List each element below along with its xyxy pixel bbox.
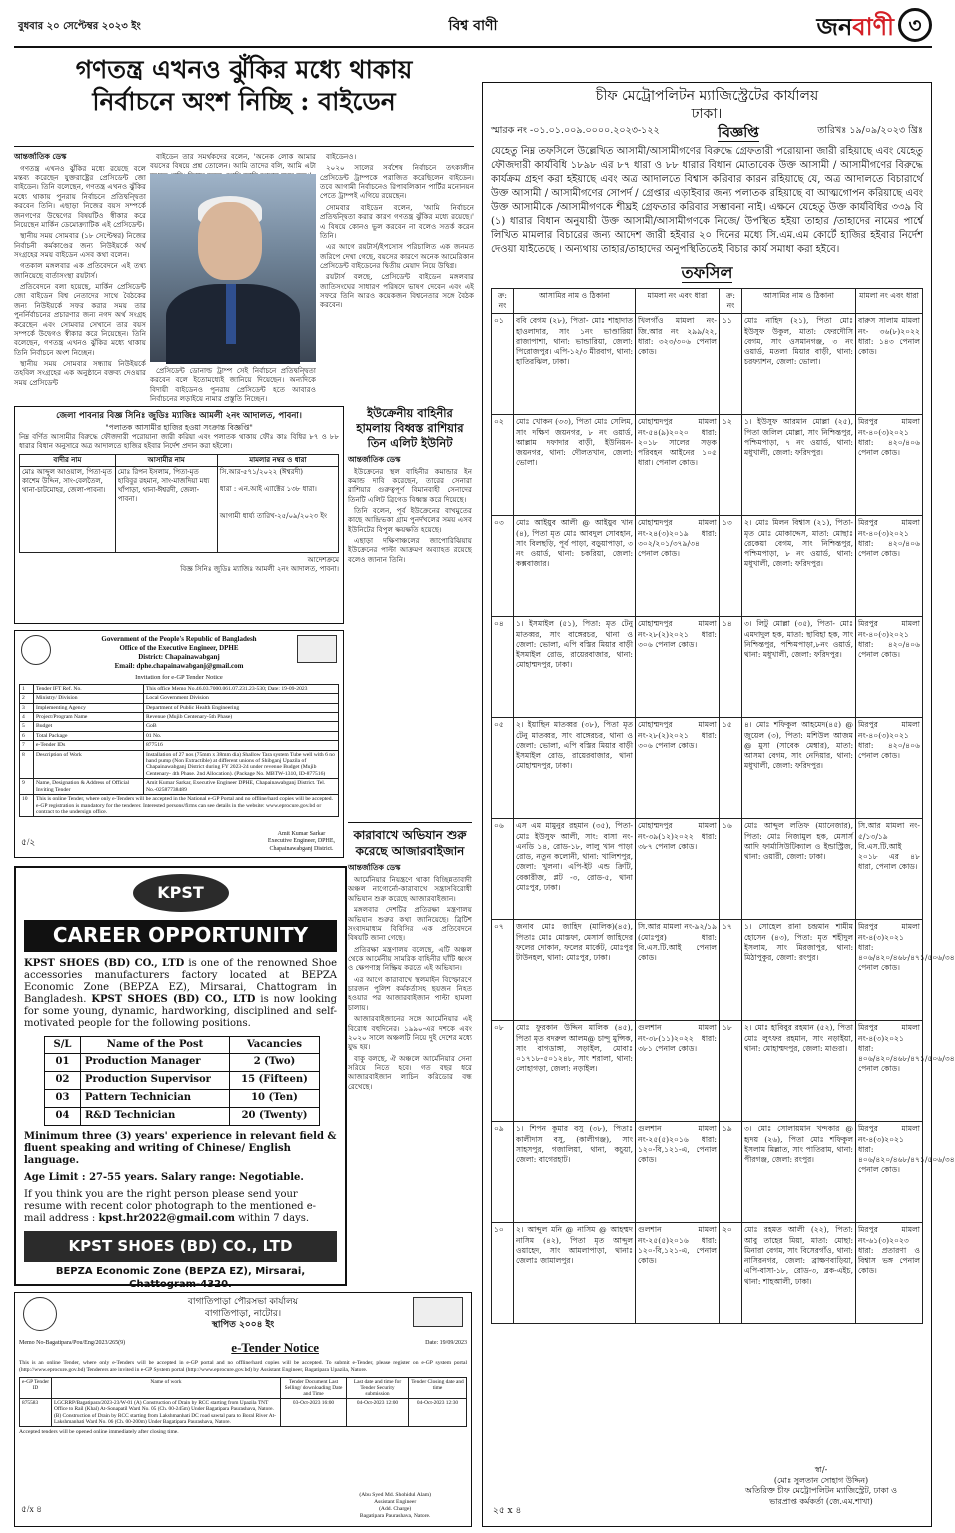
table-row: ০৭ জনাব মোঃ জাহিদ (মালিক)(৪৫), পিতাঃ মোঃ মোস্তফা, মেসার্স জাহিদের ফলের দোকান, ফলের মার্কেট, মোঃপুর টাউনহল, থানা: মোঃপুর, ঢাকা। সি.আর মামলা নং-৯২/১৯ (মোঃপুর) ধারা: বি.এস.টি.আই পেনাল কোড। ১৭ ১। সোহেল রানা চন্দ্রমান শামীম হোসেন (৪৩), পিতা: মৃত শহীদুল ইসলাম, সাং মিরজাপুর, থানা: মিঠাপুকুর, জেলা: রংপুর। মিরপুর মামলা নং-৪(৩)২০২১ ধারা: ৪০৬/৪২০/৪৬৮/৪৭১/৫০৬/৩৪ পেনাল কোড। bbox=[492, 920, 923, 1021]
pabna-table: বাদীর নাম আসামীর নাম মামলার নম্বর ও ধারা মোঃ আব্দুল আওয়াল, পিতা-মৃত কাশেম উদ্দিন, সাং-বেলতৈল, থানা-চাটমোহর, জেলা-পাবনা। মোঃ রিপন ইসলাম, পিতা-মৃত হাবিবুর রহমান, সাং-মাজদিয়া মধ্য খাঁপাড়া, থানা-ঈশ্বরদী, জেলা-পাবনা। সি.আর-৫৭১/২০২২ (ঈশ্বরদী) ধারা : এন.আই এ্যাক্টের ১৩৮ ধারা। আগামী ধার্য্য তারিখ-২৫/০৯/২০২৩ ইং bbox=[19, 454, 339, 553]
career-title: CAREER OPPORTUNITY bbox=[24, 920, 337, 952]
table-row: ০৬ এস এম মামুনুর রহমান (৩৫), পিতা- মোঃ ইউসুফ আলী, সাং: বাসা নং- এনডি ১৪, রোড-১৮, লালু খান পাড়া রোড, নতুন কলোনী, থানা: খালিশপুর, জেলা: খুলনা। এপি-ইট এন্ড ক্রিটি, বেকারীজ, প্লট -৩, রোড-৫, থানা মোঃপুর, ঢাকা। মোহাম্মদপুর মামলা নং-৩৯(১২)২০২২ ধারা: ৩৮৭ পেনাল কোড। ১৬ মোঃ আব্দুল লতিফ (ম্যানেজার), পিতা: মোঃ নিজামুল হক, মেসার্স আদি ফার্মাসিউটিক্যাল ও ইন্ডাস্ট্রিজ, থানা: ওয়ারী, জেলা: ঢাকা। সি.আর মামলা নং- ৫/১৩/১৯ বি.এস.টি.আই ২০১৮ এর ৪৮ ধারা, পেনাল কোড। bbox=[492, 819, 923, 920]
lead-byline: আন্তর্জাতিক ডেস্ক bbox=[14, 152, 67, 161]
table-row: ০৮ মোঃ ফুরকান উদ্দিন মালিক (৪৫), পিতা মৃত বদরুল আলম@ চান্দু মুন্সিক, সাং বাগডাঙ্গা, সড়াইল, মোবাঃ ০১৭১৮-৫০১২৪৮, সাং শরালা, থানা: লোহাগড়া, জেলা: নড়াইল। গুলশান মামলা নং-৩৮(১১)২০২২ ধারা: ৩৮১ পেনাল কোড। ১৮ ২। মোঃ হাবিবুর রহমান (৫২), পিতা মোঃ লুৎফর রহমান, সাং নড়াইয়া, থানা: মোহাম্মদপুর, জেলা: মাগুরা। মিরপুর মামলা নং-৪(৩)২০২১ ধারা: ৪০৬/৪২০/৪৬৮/৪৭১/৫০৬/৩৪ পেনাল কোড। bbox=[492, 1021, 923, 1122]
bagati-table: e-GP Tender ID Name of work Tender Document Last Selling/ downloading Date and Time Last date and time for Tender Security submission Tender Closing date and time 875583 LGCRRP/Bagatipara/2023-23/W-01 (A) Construction of Drain by RCC starting from Upazila TNT Office to Rail (Khal) At-Sonapatil Ward No. 05 (Ch. 00-245m) Under Bagatipara Paurashava, Natore. (B) Construction of Drain by RCC starting from Lakshmanhati DC road sawtal para to Boral River At-Lakshmanhati Ward No. 06 (Ch. 00-200m) Under Bagatipara Paurashava, Natore. 03-Oct-2023 16:00 04-Oct-2023 12:00 04-Oct-2023 12:30 bbox=[19, 1377, 467, 1427]
ukraine-headline: ইউক্রেনীয় বাহিনীর হামলায় বিধ্বস্ত রাশিয়ার তিন এলিট ইউনিট bbox=[356, 406, 464, 450]
cmm-date: তারিখঃ ১৯/০৯/২০২৩ খ্রিঃ bbox=[817, 125, 923, 137]
kpst-banner: KPST SHOES (BD) CO., LTD bbox=[24, 1231, 337, 1262]
page-number: ৩ bbox=[898, 8, 932, 42]
cmm-memo: স্মারক নং -০১.০১.০০৯.০০০০.২০২৩-১২২ bbox=[491, 125, 660, 137]
azerbaijan-story: কারাবাখে অভিযান শুরু করেছে আজারবাইজান আন্তর্জাতিক ডেস্ক আর্মেনিয়ার নিয়ন্ত্রণে থাকা বিচ্ছিন্নতাবাদী অঞ্চল নাগোর্নো-কারাবাখে সন্ত্রাসবিরোধী অভিযান শুরু করেছে আজারবাইজান। মঙ্গলবার দেশটির প্রতিরক্ষা মন্ত্রণালয় অভিযান শুরুর কথা জানিয়েছে। ব্রিটিশ সংবাদমাধ্যম বিবিসির এক প্রতিবেদনে বিষয়টি জানা গেছে। প্রতিরক্ষা মন্ত্রণালয় বলেছে, এটি অঞ্চল থেকে আর্মেনীয় সামরিক বাহিনীর ঘাঁটি ধ্বংস ও ক্ষেপণাস্ত্র নিষ্ক্রিয় করতে এই অভিযান। এর আগে কারাবাখে স্থলমাইন বিস্ফোরণে চারজন পুলিশ কর্মকর্তাসহ ছয়জন নিহত হওয়ার পর আজারবাইজান পাল্টা হামলা চালায়। আজারবাইজানের সঙ্গে আর্মেনিয়ার এই বিরোধ বহুদিনের। ১৯৯০-এর দশকে এবং ২০২০ সালে অঞ্চলটি নিয়ে দুই দেশের মধ্যে যুদ্ধ হয়। বাকু বলছে, ঐ অঞ্চলে আর্মেনিয়ার সেনা সরিয়ে নিতে হবে। গত বছর ধরে আজারবাইজান লাচিন করিডোর বন্ধ রেখেছে। bbox=[348, 822, 472, 1322]
pabna-subtitle: "পলাতক আসামীর হাজির হওয়া সংক্রান্ত বিজ্ঞপ্তি" bbox=[105, 422, 253, 432]
lead-col-2-top: বাইডেন তার সমর্থকদের বলেন, 'অনেক লোক আমার বয়সের বিষয়ে প্রশ্ন তোলেন। আমি তাদের বলি, আমি এটা bbox=[150, 152, 316, 171]
pabna-body: নিম্ন বর্ণিত আসামীর বিরুদ্ধে ফৌজদারী পরোয়ানা জারী করিয়া এবং পলাতক থাকায় ফৌঃ কাঃ বিধির ৮৭ ও ৮৮ ধারার বিধান অনুসারে অত্র আদালতে হাজির হইবার নির্দেশ প্রদান করা হইলো। bbox=[19, 433, 339, 451]
newspaper-logo: জনবাণী bbox=[816, 13, 894, 41]
table-row: ০৩ মোঃ আইয়ুব আলী @ আইয়ুব খান (৪), পিতা মৃত মোঃ আবদুল সোবহান, সাং বিলছড়ি, পূর্ব পাড়া, বড়ুয়াপাড়া, ৩ নং ওয়ার্ড, থানা: চকরিয়া, জেলা: কক্সবাজার। মোহাম্মদপুর মামলা নং-২৪(৩)২০১৯ ধারা: ৩০২/২০১/৩৭৯/৩৪ পেনাল কোড। ১৩ ২। মোঃ মিলন বিশ্বাস (২১), পিতা- মৃত মোঃ মোকাদ্দেস, মাতা: মোছাঃ রেকেয়া বেগম, সাং নিশ্চিন্তপুর, পশ্চিমপাড়া, ৮ নং ওয়ার্ড, থানা: মধুখালী, জেলা: ফরিদপুর। মিরপুর মামলা নং-৪০(৩)২০২১ ধারা: ৪২০/৪০৬ পেনাল কোড। bbox=[492, 516, 923, 617]
section-name: বিশ্ব বাণী bbox=[448, 18, 498, 34]
cmm-notice bbox=[482, 82, 955, 1527]
lead-col-3: বাইডেনও। ২০২০ সালের সর্বশেষ নির্বাচনে তৎকালীন প্রেসিডেন্ট ট্রাম্পকে পরাজিত করেছিলেন বাইডেন। তবে আগামী নির্বাচনেও রিপাবলিকান পার্টির মনোনয়ন পেতে ট্রাম্পই এগিয়ে রয়েছেন। সোমবার বাইডেন বলেন, 'আমি নির্বাচনে প্রতিদ্বন্দ্বিতা করার কারণ গণতন্ত্র ঝুঁকির মধ্যে রয়েছে।' এ বিষয়ে কোনও ভুল করবেন না বলেও সতর্ক করেন তিনি। এর আগে রয়টার্স/ইপসোস পরিচালিত এক জনমত জরিপে দেখা গেছে, বয়সের কারণে অনেক আমেরিকান প্রেসিডেন্ট বাইডেনের দ্বিতীয় মেয়াদ নিয়ে উদ্বিগ্ন। রয়টার্স বলছে, প্রেসিডেন্ট বাইডেন মঙ্গলবার জাতিসংঘের সাধারণ পরিষদে ভাষণ দেবেন এবং এই সফরে তিনি আরও কয়েকজন বিশ্বনেতার সঙ্গে বৈঠক করবেন। bbox=[320, 152, 474, 310]
schedule-table: ক্র: নং আসামির নাম ও ঠিকানা মামলা নং এবং ধারা ক্র: নং আসামির নাম ও ঠিকানা মামলা নং এবং ধারা ০১ ববি বেগম (২৮), পিতা- মোঃ শাহাদাত হাওলাদার, সাং ১নং ভাণ্ডারিয়া রাজাপাশা, থানা: ভান্ডারিয়া, জেলা: পিরোজপুর। এপি-১২/৩ মীরবাগ, থানা: হাতিরঝিল, ঢাকা। খিলগাঁও মামলা নং-জি.আর নং ২৯৯/২২, ধারা: ৩২৩/৩০৬ পেনাল কোড। ১১ মোঃ নাহিদ (২১), পিতা মোঃ ইউসুফ উকুল, মাতা: ফেরদৌসি বেগম, সাং ওসমানগঞ্জ, ৩ নং ওয়ার্ড, মতলা মিয়ার বাড়ী, থানা: চরফ্যাশন, জেলা: ভোলা। বারুস সালাম মামলা নং- ৩৬(৮)২০২২ ধারা: ১৪৩ পেনাল কোড। ০২ মোঃ খোকন (৩৩), পিতা মোঃ সেলিম, সাং দক্ষিণ জয়নগর, ৮ নং ওয়ার্ড, আল্লাম দফাদার বাড়ী, ইউনিয়ন- জয়নগর, থানা: দৌলতখান, জেলা: ভোলা। মোহাম্মদপুর মামলা নং-৫৪(৯)২০২০ ধারা: ২০১৮ সালের সড়ক পরিবহন আইনের ১০৫ ধারা। পেনাল কোড। ১২ ১। ইউসুফ আরমান মোল্লা (২৫), পিতা জলিল মোল্লা, সাং নিশ্চিন্তপুর, পশ্চিমপাড়া, ৭ নং ওয়ার্ড, থানা: মধুখালী, জেলা: ফরিদপুর। মিরপুর মামলা নং-৪০(৩)২০২১ ধারা: ৪২০/৪০৬ পেনাল কোড। ০৩ মোঃ আইয়ুব আলী @ আইয়ুব খান (৪), পিতা মৃত মোঃ আবদুল সোবহান, সাং বিলছড়ি, পূর্ব পাড়া, বড়ুয়াপাড়া, ৩ নং ওয়ার্ড, থানা: চকরিয়া, জেলা: কক্সবাজার। মোহাম্মদপুর মামলা নং-২৪(৩)২০১৯ ধারা: ৩০২/২০১/৩৭৯/৩৪ পেনাল কোড। ১৩ ২। মোঃ মিলন বিশ্বাস (২১), পিতা- মৃত মোঃ মোকাদ্দেস, মাতা: মোছাঃ রেকেয়া বেগম, সাং নিশ্চিন্তপুর, পশ্চিমপাড়া, ৮ নং ওয়ার্ড, থানা: মধুখালী, জেলা: ফরিদপুর। মিরপুর মামলা নং-৪০(৩)২০২১ ধারা: ৪২০/৪০৬ পেনাল কোড। ০৪ ১। ইসমাইল (৫১), পিতা: মৃত টেনু মাতব্বর, সাং বাঙ্গেরচর, থানা ও জেলা: ভোলা, এপি বস্তির মিয়ার বাড়ী ইসমাইল রোড, রায়েরবাজার, থানা: মোহাম্মদপুর, ঢাকা। মোহাম্মদপুর মামলা নং-২৮(২)২০২১ ধারা: ৩০৬ পেনাল কোড। ১৪ ৩। লিটু মোল্লা (৩৫), পিতা- মোঃ এমদাদুল হক, মাতা: ছাবিহা হক, সাং নিশ্চিন্তপুর, পশ্চিমপাড়া,৮নং ওয়ার্ড, থানা: মধুখালী, জেলা: ফরিদপুর। মিরপুর মামলা নং-৪০(৩)২০২১ ধারা: ৪২০/৪০৬ পেনাল কোড। ০৫ ২। ইয়াছিন মাতব্বর (৩৮), পিতা মৃত টেনু মাতব্বর, সাং বাঙ্গেরচর, থানা ও জেলা: ভোলা, এপি বস্তির মিয়ার বাড়ী ইসমাইল রোড, রায়েরবাজার, থানা মোহাম্মদপুর, ঢাকা। মোহাম্মদপুর মামলা নং-২৮(২)২০২১ ধারা: ৩০৬ পেনাল কোড। ১৫ ৪। মোঃ শফিকুল আহমেদ(৪৫) @ জুয়েল (৩), পিতা: মশিউল আজম @ মুসা (সাবেক মেম্বার), মাতা: আসমা বেগম, সাং নেদিয়ার, থানা: মধুখালী, জেলা: ফরিদপুর। মিরপুর মামলা নং-৪০(৩)২০২১ ধারা: ৪২০/৪০৬ পেনাল কোড। ০৬ এস এম মামুনুর রহমান (৩৫), পিতা- মোঃ ইউসুফ আলী, সাং: বাসা নং- এনডি ১৪, রোড-১৮, লালু খান পাড়া রোড, নতুন কলোনী, থানা: খালিশপুর, জেলা: খুলনা। এপি-ইট এন্ড ক্রিটি, বেকারীজ, প্লট -৩, রোড-৫, থানা মোঃপুর, ঢাকা। মোহাম্মদপুর মামলা নং-৩৯(১২)২০২২ ধারা: ৩৮৭ পেনাল কোড। ১৬ মোঃ আব্দুল লতিফ (ম্যানেজার), পিতা: মোঃ নিজামুল হক, মেসার্স আদি ফার্মাসিউটিক্যাল ও ইন্ডাস্ট্রিজ, থানা: ওয়ারী, জেলা: ঢাকা। সি.আর মামলা নং- ৫/১৩/১৯ বি.এস.টি.আই ২০১৮ এর ৪৮ ধারা, পেনাল কোড। ০৭ জনাব মোঃ জাহিদ (মালিক)(৪৫), পিতাঃ মোঃ মোস্তফা, মেসার্স জাহিদের ফলের দোকান, ফলের মার্কেট, মোঃপুর টাউনহল, থানা: মোঃপুর, ঢাকা। সি.আর মামলা নং-৯২/১৯ (মোঃপুর) ধারা: বি.এস.টি.আই পেনাল কোড। ১৭ ১। সোহেল রানা চন্দ্রমান শামীম হোসেন (৪৩), পিতা: মৃত শহীদুল ইসলাম, সাং মিরজাপুর, থানা: মিঠাপুকুর, জেলা: রংপুর। মিরপুর মামলা নং-৪(৩)২০২১ ধারা: ৪০৬/৪২০/৪৬৮/৪৭১/৫০৬/৩৪ পেনাল কোড। ০৮ মোঃ ফুরকান উদ্দিন মালিক (৪৫), পিতা মৃত বদরুল আলম@ চান্দু মুন্সিক, সাং বাগডাঙ্গা, সড়াইল, মোবাঃ ০১৭১৮-৫০১২৪৮, সাং শরালা, থানা: লোহাগড়া, জেলা: নড়াইল। গুলশান মামলা নং-৩৮(১১)২০২২ ধারা: ৩৮১ পেনাল কোড। ১৮ ২। মোঃ হাবিবুর রহমান (৫২), পিতা মোঃ লুৎফর রহমান, সাং নড়াইয়া, থানা: মোহাম্মদপুর, জেলা: মাগুরা। মিরপুর মামলা নং-৪(৩)২০২১ ধারা: ৪০৬/৪২০/৪৬৮/৪৭১/৫০৬/৩৪ পেনাল কোড। ০৯ ১। শিপন কুমার বসু (৩৮), পিতাঃ কালীদাস বসু, (কালীগঞ্জ), সাং সাহসপুর, গজালিয়া, থানা, কচুয়া, জেলা: বাগেরহাট। গুলশান মামলা নং-২৫(৫)২০১৬ ধারা: ১২০-বি,১২১-এ, পেনাল কোড। ১৯ ৩। মোঃ সোলায়মান খন্দকার @ হৃদয় (২৬), পিতা মোঃ শফিকুল ইসলাম মিল্লাত, সাং পাতিরাম, থানা: পীরগঞ্জ, জেলা: রংপুর। মিরপুর মামলা নং-৪(৩)২০২১ ধারা: ৪০৬/৪২০/৪৬৮/৪৭১/৫০৬/৩৪ পেনাল কোড। ১০ ২। আব্দুল মনি @ নাসিম @ আহম্মদ নাসিম (৪২), পিতা মৃত আব্দুল ওয়াহেদ, সাং আমলাপাড়া, থানাঃ জেলাঃ জামালপুর। গুলশান মামলা নং-২৫(৫)২০১৬ ধারা: ১২০-বি,১২১-এ, পেনাল কোড। ২০ মোঃ রহমত আলী (২২), পিতা: আবু তাহের মিয়া, মাতা: মোছা: মিনারা বেগম, সাং বিসেরগাঁও, থানা: নাসিরনগর, জেলা: ব্রাক্ষণবাড়িয়া, এপি-বাসা-১৮, রোড-৩, ব্লক-এইচ, থানা: শাহআলী, ঢাকা। মিরপুর মামলা নং-৬১(৩)২০২৩ ধারা: প্রতারণা ও বিশ্বাস ভঙ্গ পেনাল কোড। bbox=[491, 288, 923, 1325]
table-row: ১০ ২। আব্দুল মনি @ নাসিম @ আহম্মদ নাসিম (৪২), পিতা মৃত আব্দুল ওয়াহেদ, সাং আমলাপাড়া, থানাঃ জেলাঃ জামালপুর। গুলশান মামলা নং-২৫(৫)২০১৬ ধারা: ১২০-বি,১২১-এ, পেনাল কোড। ২০ মোঃ রহমত আলী (২২), পিতা: আবু তাহের মিয়া, মাতা: মোছা: মিনারা বেগম, সাং বিসেরগাঁও, থানা: নাসিরনগর, জেলা: ব্রাক্ষণবাড়িয়া, এপি-বাসা-১৮, রোড-৩, ব্লক-এইচ, থানা: শাহআলী, ঢাকা। মিরপুর মামলা নং-৬১(৩)২০২৩ ধারা: প্রতারণা ও বিশ্বাস ভঙ্গ পেনাল কোড। bbox=[492, 1223, 923, 1324]
kpst-intro: KPST SHOES (BD) CO., LTD is one of the renowned Shoe accessories manufacturers factory located at BEPZA Economic Zone (BEPZA EZ), Mirsarai, Chattogram in Bangladesh. KPST SHOES (BD) CO., LTD is now looking for some young, dynamic, hardworking, disciplined and self-motivated people for the following positions. bbox=[24, 957, 337, 1029]
kpst-address: BEPZA Economic Zone (BEPZA EZ), Mirsarai, Chattogram-4320. bbox=[55, 1265, 306, 1290]
cmm-heading: বিজ্ঞপ্তি bbox=[718, 125, 759, 142]
lead-col-2-bottom: প্রেসিডেন্ট ডোনাল্ড ট্রাম্প সেই নির্বাচনে প্রতিদ্বন্দ্বিতা করবেন বলে ইতোমধ্যেই জানিয়ে দিয়েছেন। অন্যদিকে বিদায়ী বাইডেনও পুনরায় প্রেসিডেন্ট হতে আবারও নির্বাচনের লড়াইয়ে নামার প্রস্তুতি নিচ্ছেন। bbox=[150, 366, 316, 404]
lead-col-1: আন্তর্জাতিক ডেস্ক গণতন্ত্র এখনও ঝুঁকির মধ্যে রয়েছে বলে মন্তব্য করেছেন যুক্তরাষ্ট্রের প্রেসিডেন্ট জো বাইডেন। তিনি বলেছেন, গণতন্ত্র এখনও ঝুঁকির মধ্যে থাকায় পুনরায় নির্বাচনে প্রতিদ্বন্দ্বিতা করবেন তিনি। এছাড়া নিজের বয়স সম্পর্কে জনগণের উদ্বেগের বিষয়টিও স্বীকার করে নিয়েছেন মার্কিন ডেমোক্র্যাটিক এই প্রেসিডেন্ট। স্থানীয় সময় সোমবার (১৮ সেপ্টেম্বর) নিজের নির্বাচনী কর্মকাণ্ডের জন্য নিউইয়র্কে অর্থ সংগ্রহের সময় বাইডেন এসব কথা বলেন। গতকাল মঙ্গলবার এক প্রতিবেদনে এই তথ্য জানিয়েছে বার্তাসংস্থা রয়টার্স। প্রতিবেদনে বলা হয়েছে, মার্কিন প্রেসিডেন্ট জো বাইডেন বিশ্ব নেতাদের সাথে বৈঠকের জন্য নিউইয়র্কে সফর করার সময় তার পুনর্নির্বাচনের প্রচারণার জন্য নগদ অর্থ সংগ্রহ করেছেন এবং সোমবার সেখানে তার বয়স সম্পর্কে উদ্বেগও স্বীকার করে নিয়েছেন। তিনি বলেছেন, গণতন্ত্র এখনও ঝুঁকির মধ্যে থাকায় তিনি নির্বাচনে অংশ নিচ্ছেন। স্থানীয় সময় সোমবার সন্ধ্যায় নিউইয়র্কে তহবিল সংগ্রহের এক অনুষ্ঠানে বক্তব্য দেওয়ার সময় প্রেসিডেন্ট bbox=[14, 152, 146, 387]
cmm-office-title: চীফ মেট্রোপলিটন ম্যাজিস্ট্রেটের কার্যালয় ঢাকা। bbox=[595, 88, 819, 123]
mujib-logo-icon-2 bbox=[413, 1297, 463, 1327]
etender-title: e-Tender Notice bbox=[231, 1340, 320, 1356]
cmm-ref: ২৫ x ৪ bbox=[493, 1506, 522, 1517]
table-row: ০১ ববি বেগম (২৮), পিতা- মোঃ শাহাদাত হাওলাদার, সাং ১নং ভাণ্ডারিয়া রাজাপাশা, থানা: ভান্ডারিয়া, জেলা: পিরোজপুর। এপি-১২/৩ মীরবাগ, থানা: হাতিরঝিল, ঢাকা। খিলগাঁও মামলা নং-জি.আর নং ২৯৯/২২, ধারা: ৩২৩/৩০৬ পেনাল কোড। ১১ মোঃ নাহিদ (২১), পিতা মোঃ ইউসুফ উকুল, মাতা: ফেরদৌসি বেগম, সাং ওসমানগঞ্জ, ৩ নং ওয়ার্ড, মতলা মিয়ার বাড়ী, থানা: চরফ্যাশন, জেলা: ভোলা। বারুস সালাম মামলা নং- ৩৬(৮)২০২২ ধারা: ১৪৩ পেনাল কোড। bbox=[492, 314, 923, 415]
azerbaijan-headline: কারাবাখে অভিযান শুরু করেছে আজারবাইজান bbox=[348, 822, 472, 859]
edition-date: বুধবার ২০ সেপ্টেম্বর ২০২৩ ইং bbox=[18, 21, 141, 32]
dphe-table: 1 Tender IFT Ref. No. This office Memo No.46.03.7000.061.07.231.23-530; Date: 19-09-2023 2 Ministry/ Division Local Government Division 3 Implementing Agency Department of Public Health Engineering 4 Project/Program Name Revenue (Mujib Centenary-5th Phase) 5 Budget GoB 6 Total Package 01 No. 7 e-Tender IDs 877516 8 Description of Work Installation of 27 nos (75mm x 38mm dia) Shallow Tara system Tube well with 6 no hand pump (Non Extractible) at different unions of Shibganj Upazila of Chapainawabganj District during FY 2023-24 under revenue Budget (Mujib Centenary- 4th Phase. 2nd Allocation). (Package No. MBTW-1310, ID-877516) 9 Name, Designation & Address of Official Inviting Tender Amit Kumar Sarkar, Executive Engineer DPHE, Chapainawabganj District. Tel. No.-02587738489 10 This is online Tender, where only e-Tenders will be accepted in the National e-GP Portal and no offline/hard copies will be accepted. e-GP registration is mandatory for the tenderer. Interested persons/firms can see details in the website: www.eprocure.gov.bd or contract to the undersign office. bbox=[19, 684, 339, 818]
kpst-career-ad: KPST CAREER OPPORTUNITY KPST SHOES (BD) CO., LTD is one of the renowned Shoe accessories manufacturers factory located at BEPZA Economic Zone (BEPZA EZ), Mirsarai, Chattogram in Bangladesh. KPST SHOES (BD) CO., LTD is now looking for some young, dynamic, hardworking, disciplined and self-motivated people for the following positions. S/L Name of the Post Vacancies 01 Production Manager 2 (Two) 02 Production Supervisor 15 (Fifteen) 03 Pattern Technician 10 (Ten) 04 R&D Technician 20 (Twenty) Minimum three (3) years' experience in relevant field & fluent speaking and writing of Chinese/ English language. Age Limit : 27-55 years. Salary range: Negotiable. If you think you are the right person please send your resume with recent color photograph to the mentioned e-mail address : kpst.hr2022@gmail.com within 7 days. KPST SHOES (BD) CO., LTD BEPZA Economic Zone (BEPZA EZ), Mirsarai, Chattogram-4320. bbox=[14, 866, 347, 1286]
dphe-logo-icon bbox=[21, 635, 51, 665]
table-row: ০৪ ১। ইসমাইল (৫১), পিতা: মৃত টেনু মাতব্বর, সাং বাঙ্গেরচর, থানা ও জেলা: ভোলা, এপি বস্তির মিয়ার বাড়ী ইসমাইল রোড, রায়েরবাজার, থানা: মোহাম্মদপুর, ঢাকা। মোহাম্মদপুর মামলা নং-২৮(২)২০২১ ধারা: ৩০৬ পেনাল কোড। ১৪ ৩। লিটু মোল্লা (৩৫), পিতা- মোঃ এমদাদুল হক, মাতা: ছাবিহা হক, সাং নিশ্চিন্তপুর, পশ্চিমপাড়া,৮নং ওয়ার্ড, থানা: মধুখালী, জেলা: ফরিদপুর। মিরপুর মামলা নং-৪০(৩)২০২১ ধারা: ৪২০/৪০৬ পেনাল কোড। bbox=[492, 617, 923, 718]
paurashava-logo-icon bbox=[23, 1297, 57, 1331]
lead-headline: গণতন্ত্র এখনও ঝুঁকির মধ্যে থাকায় নির্বাচনে অংশ নিচ্ছি : বাইডেন bbox=[75, 55, 413, 116]
schedule-title: তফসিল bbox=[681, 263, 733, 283]
masthead bbox=[14, 8, 932, 48]
kpst-email: kpst.hr2022@gmail.com bbox=[98, 1212, 235, 1224]
cmm-signature: স্বা/- (মোঃ সুলতান সোহাগ উদ্দিন) অতিরিক্ত চীফ মেট্রোপলিটন ম্যাজিস্ট্রেট, ঢাকা ও ভারপ্রাপ্ত কর্মকর্তা (জে.এম.শাখা) bbox=[745, 1464, 897, 1507]
table-row: ০৯ ১। শিপন কুমার বসু (৩৮), পিতাঃ কালীদাস বসু, (কালীগঞ্জ), সাং সাহসপুর, গজালিয়া, থানা, কচুয়া, জেলা: বাগেরহাট। গুলশান মামলা নং-২৫(৫)২০১৬ ধারা: ১২০-বি,১২১-এ, পেনাল কোড। ১৯ ৩। মোঃ সোলায়মান খন্দকার @ হৃদয় (২৬), পিতা মোঃ শফিকুল ইসলাম মিল্লাত, সাং পাতিরাম, থানা: পীরগঞ্জ, জেলা: রংপুর। মিরপুর মামলা নং-৪(৩)২০২১ ধারা: ৪০৬/৪২০/৪৬৮/৪৭১/৫০৬/৩৪ পেনাল কোড। bbox=[492, 1122, 923, 1223]
vacancy-table: S/L Name of the Post Vacancies 01 Production Manager 2 (Two) 02 Production Supervisor 15 (Fifteen) 03 Pattern Technician 10 (Ten) 04 R&D Technician 20 (Twenty) bbox=[44, 1036, 320, 1126]
mujib-logo-icon bbox=[297, 635, 337, 663]
pabna-court-notice: জেলা পাবনার বিজ্ঞ সিনিঃ জুডিঃ ম্যাজিঃ আমলী ২নং আদালত, পাবনা। "পলাতক আসামীর হাজির হওয়া সংক্রান্ত বিজ্ঞপ্তি" নিম্ন বর্ণিত আসামীর বিরুদ্ধে ফৌজদারী পরোয়ানা জারী করিয়া এবং পলাতক থাকায় ফৌঃ কাঃ বিধির ৮৭ ও ৮৮ ধারার বিধান অনুসারে অত্র আদালতে হাজির হইবার নির্দেশ প্রদান করা হইলো। বাদীর নাম আসামীর নাম মামলার নম্বর ও ধারা মোঃ আব্দুল আওয়াল, পিতা-মৃত কাশেম উদ্দিন, সাং-বেলতৈল, থানা-চাটমোহর, জেলা-পাবনা। মোঃ রিপন ইসলাম, পিতা-মৃত হাবিবুর রহমান, সাং-মাজদিয়া মধ্য খাঁপাড়া, থানা-ঈশ্বরদী, জেলা-পাবনা। সি.আর-৫৭১/২০২২ (ঈশ্বরদী) ধারা : এন.আই এ্যাক্টের ১৩৮ ধারা। আগামী ধার্য্য তারিখ-২৫/০৯/২০২৩ ইং আদেশক্রমে বিজ্ঞ সিনিঃ জুডিঃ ম্যাজিঃ আমলী ২নং আদালত, পাবনা। bbox=[14, 406, 344, 624]
cmm-body: যেহেতু নিম্ন তফসিলে উল্লেখিত আসামী/আসামীগণের বিরুদ্ধে গ্রেফতারী পরোয়ানা জারী রহিয়াছে এবং যেহেতু ফৌজদারী কার্যবিধি ১৮৯৮ এর ৮৭ ধারা ও ৮৮ ধারার বিধান মোতাবেক উক্ত আসামী / আসামীগণের বিরুদ্ধে কার্যক্রম গ্রহণ করা হইয়াছে এবং অত্র আদালতে বিশ্বাস করিবার কারন রহিয়াছে যে, অত্র আদালতে বিচারার্থে উক্ত আসামী / আসামীগণের সোপর্দ / গ্রেপ্তার এড়াইবার জন্য পলাতক রহিয়াছে বা আত্মগোপন করিয়াছে এবং উক্ত আসামীকে /আসামীগণকে শীঘ্রই গ্রেফতার করিবার সম্ভাবনা নাই। এক্ষনে যেহেতু উক্ত কার্যবিধির ৩৩৯ বি (১) ধারার বিধান অনুযায়ী উক্ত আসামী/আসামীগণকে নিজে/ উপস্থিত হইয়া তাহার /তাহাদের নামের পার্শ্বে লিখিত মামলার বিচারের জন্য আদেশ জারী হইবার ২০ দিনের মধ্যে সি.এম.এম কোর্টে হাজির হইবার নির্দেশ দেওয়া যাইতেছে । অন্যথায় তাহার/তাহাদের অনুপস্থিতিতেই বিচার কার্য সমাধা করা হইবে। bbox=[491, 146, 923, 256]
pabna-court-title: জেলা পাবনার বিজ্ঞ সিনিঃ জুডিঃ ম্যাজিঃ আমলী ২নং আদালত, পাবনা। bbox=[56, 411, 302, 421]
dphe-tender-notice: Government of the People's Republic of Bangladesh Office of the Executive Engineer, DPHE District: Chapainawabganj Email: dphe.chapainawabganj@gmail.com Invitation for e-GP Tender Notice 1 Tender IFT Ref. No. This office Memo No.46.03.7000.061.07.231.23-530; Date: 19-09-2023 2 Ministry/ Division Local Government Division 3 Implementing Agency Department of Public Health Engineering 4 Project/Program Name Revenue (Mujib Centenary-5th Phase) 5 Budget GoB 6 Total Package 01 No. 7 e-Tender IDs 877516 8 Description of Work Installation of 27 nos (75mm x 38mm dia) Shallow Tara system Tube well with 6 no hand pump (Non Extractible) at different unions of Shibganj Upazila of Chapainawabganj District during FY 2023-24 under revenue Budget (Mujib Centenary- 4th Phase. 2nd Allocation). (Package No. MBTW-1310, ID-877516) 9 Name, Designation & Address of Official Inviting Tender Amit Kumar Sarkar, Executive Engineer DPHE, Chapainawabganj District. Tel. No.-02587738489 10 This is online Tender, where only e-Tenders will be accepted in the National e-GP Portal and no offline/hard copies will be accepted. e-GP registration is mandatory for the tenderer. Interested persons/firms can see details in the website: www.eprocure.gov.bd or contract to the undersign office. ৫/২ Amit Kumar Sarkar Executive Engineer, DPHE, Chapainawabganj District. bbox=[14, 630, 344, 858]
biden-photo bbox=[150, 174, 316, 362]
table-row: ০২ মোঃ খোকন (৩৩), পিতা মোঃ সেলিম, সাং দক্ষিণ জয়নগর, ৮ নং ওয়ার্ড, আল্লাম দফাদার বাড়ী, ইউনিয়ন- জয়নগর, থানা: দৌলতখান, জেলা: ভোলা। মোহাম্মদপুর মামলা নং-৫৪(৯)২০২০ ধারা: ২০১৮ সালের সড়ক পরিবহন আইনের ১০৫ ধারা। পেনাল কোড। ১২ ১। ইউসুফ আরমান মোল্লা (২৫), পিতা জলিল মোল্লা, সাং নিশ্চিন্তপুর, পশ্চিমপাড়া, ৭ নং ওয়ার্ড, থানা: মধুখালী, জেলা: ফরিদপুর। মিরপুর মামলা নং-৪০(৩)২০২১ ধারা: ৪২০/৪০৬ পেনাল কোড। bbox=[492, 415, 923, 516]
bagatipara-tender-notice: বাগাতিপাড়া পৌরসভা কার্যালয় বাগাতিপাড়া, নাটোর। স্থাপিত ২০০৪ ইং Memo No-Bagatipara/Pou/Eng/2023/265(9) Date: 19/09/2023 e-Tender Notice This is an online Tender, where only e-Tenders will be accepted in e-GP portal and no offline/hard copies will be accepted. To submit e-Tender, please register on e-GP system portal (http://www.eprocure.gov.bd) Tenderers are invited in e-GP System portal (http://www.eprocure.gov.bd) by Assistant Engineer, Bagatipara Upazila, Natore. e-GP Tender ID Name of work Tender Document Last Selling/ downloading Date and Time Last date and time for Tender Security submission Tender Closing date and time 875583 LGCRRP/Bagatipara/2023-23/W-01 (A) Construction of Drain by RCC starting from Upazila TNT Office to Rail (Khal) At-Sonapatil Ward No. 05 (Ch. 00-245m) Under Bagatipara Paurashava, Natore. (B) Construction of Drain by RCC starting from Lakshmanhati DC road sawtal para to Boral River At-Lakshmanhati Ward No. 06 (Ch. 00-200m) Under Bagatipara Paurashava, Natore. 03-Oct-2023 16:00 04-Oct-2023 12:00 04-Oct-2023 12:30 Accepted tenders will be opened online immediately after closing time. ৫/x ৪ (Abu Syed Md. Shohidul Alam) Assistant Engineer (Add. Charge) Bagatipara Paurashava, Natore. bbox=[14, 1292, 472, 1527]
ukraine-story: ইউক্রেনীয় বাহিনীর হামলায় বিধ্বস্ত রাশিয়ার তিন এলিট ইউনিট আন্তর্জাতিক ডেস্ক ইউক্রেনের স্থল বাহিনীর কমান্ডার ইন কমান্ড দাবি করেছেন, তারের সেনারা রাশিয়ার গুরুত্বপূর্ণ বিমানবাহী সেনাদের তিনটি এলিট ব্রিগেড বিধ্বস্ত করে দিয়েছে। তিনি বলেন, পূর্ব ইউক্রেনের বাখমুতের কাছে আন্দ্রিভকা গ্রাম পুনর্দখলের সময় এসব ইউনিটের বিপুল ক্ষয়ক্ষতি হয়েছে। এছাড়া দক্ষিণাঞ্চলের জাপোরিঝিয়ায় ইউক্রেনের পাল্টা আক্রমণ অব্যাহত রয়েছে বলেও জানান তিনি। bbox=[348, 406, 472, 564]
table-row: ০৫ ২। ইয়াছিন মাতব্বর (৩৮), পিতা মৃত টেনু মাতব্বর, সাং বাঙ্গেরচর, থানা ও জেলা: ভোলা, এপি বস্তির মিয়ার বাড়ী ইসমাইল রোড, রায়েরবাজার, থানা মোহাম্মদপুর, ঢাকা। মোহাম্মদপুর মামলা নং-২৮(২)২০২১ ধারা: ৩০৬ পেনাল কোড। ১৫ ৪। মোঃ শফিকুল আহমেদ(৪৫) @ জুয়েল (৩), পিতা: মশিউল আজম @ মুসা (সাবেক মেম্বার), মাতা: আসমা বেগম, সাং নেদিয়ার, থানা: মধুখালী, জেলা: ফরিদপুর। মিরপুর মামলা নং-৪০(৩)২০২১ ধারা: ৪২০/৪০৬ পেনাল কোড। bbox=[492, 718, 923, 819]
kpst-logo: KPST bbox=[133, 874, 229, 912]
